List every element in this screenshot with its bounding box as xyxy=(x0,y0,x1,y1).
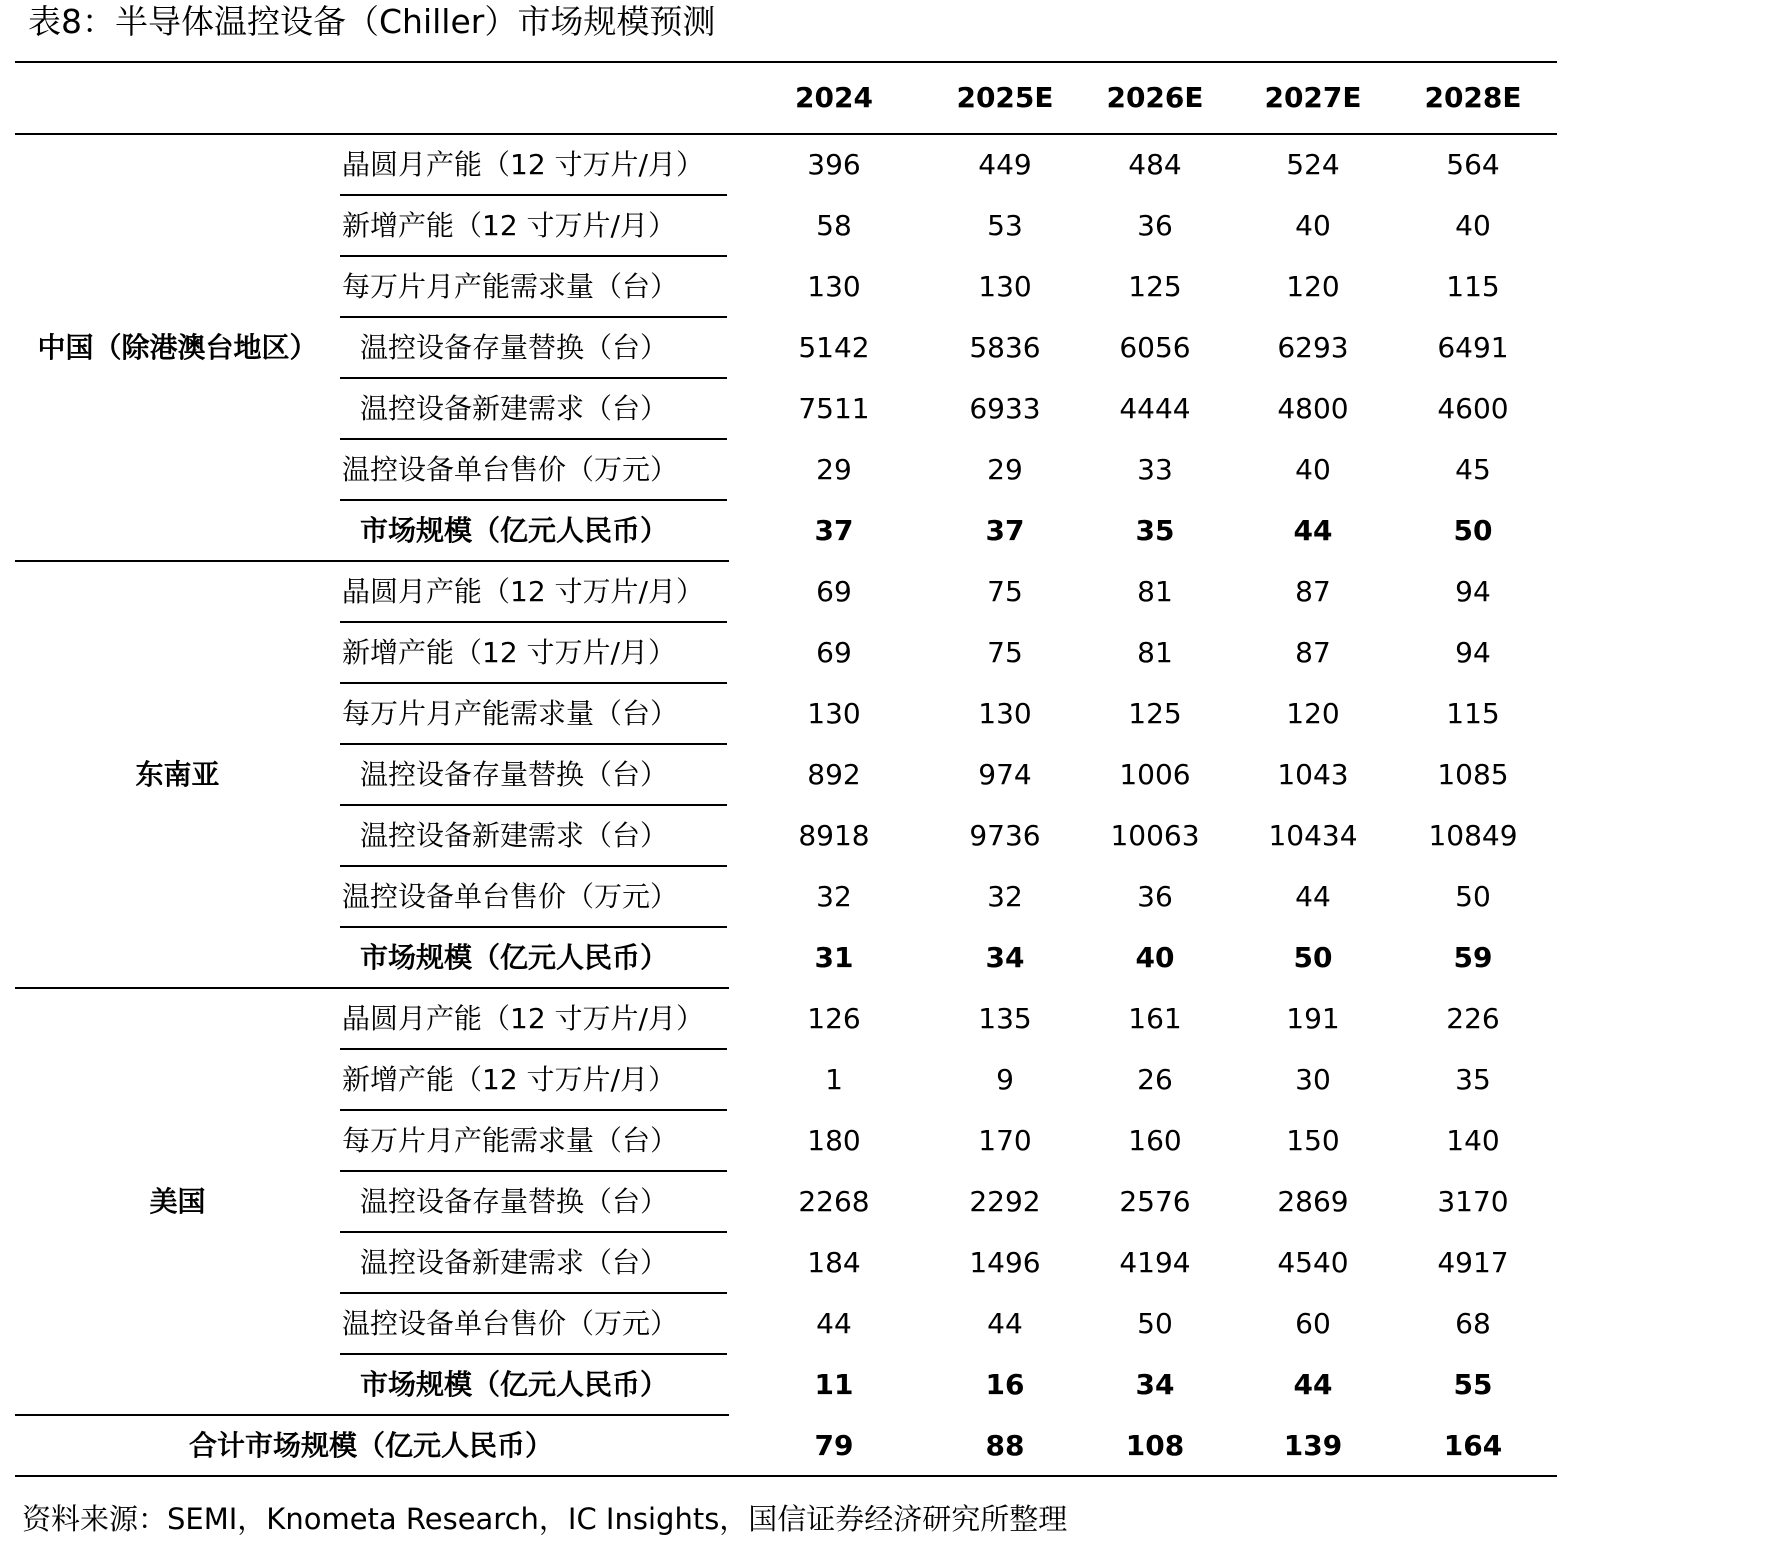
value-cell: 4444 xyxy=(1119,392,1191,425)
value-cell: 125 xyxy=(1128,270,1182,303)
value-cell: 484 xyxy=(1128,148,1182,181)
value-cell: 130 xyxy=(978,270,1032,303)
value-cell: 81 xyxy=(1137,636,1173,669)
row-label: 温控设备存量替换（台） xyxy=(360,758,669,791)
value-cell: 68 xyxy=(1455,1307,1491,1340)
value-cell: 59 xyxy=(1453,941,1493,974)
value-cell: 184 xyxy=(807,1246,861,1279)
total-value: 139 xyxy=(1283,1429,1343,1462)
value-cell: 135 xyxy=(978,1002,1032,1035)
value-cell: 55 xyxy=(1453,1368,1493,1401)
row-label: 每万片月产能需求量（台） xyxy=(342,697,679,730)
value-cell: 130 xyxy=(978,697,1032,730)
value-cell: 10063 xyxy=(1110,819,1200,852)
value-cell: 94 xyxy=(1455,575,1491,608)
value-cell: 34 xyxy=(985,941,1025,974)
value-cell: 50 xyxy=(1137,1307,1173,1340)
value-cell: 161 xyxy=(1128,1002,1182,1035)
value-cell: 16 xyxy=(985,1368,1025,1401)
year-header: 2027E xyxy=(1264,81,1362,114)
value-cell: 126 xyxy=(807,1002,861,1035)
value-cell: 6293 xyxy=(1277,331,1349,364)
value-cell: 40 xyxy=(1135,941,1175,974)
row-label: 每万片月产能需求量（台） xyxy=(342,1124,679,1157)
region-label: 美国 xyxy=(149,1185,206,1218)
year-header: 2028E xyxy=(1424,81,1522,114)
row-label: 温控设备新建需求（台） xyxy=(360,819,669,852)
value-cell: 69 xyxy=(816,575,852,608)
region-label: 中国（除港澳台地区） xyxy=(37,331,318,364)
value-cell: 50 xyxy=(1455,880,1491,913)
value-cell: 10849 xyxy=(1428,819,1518,852)
value-cell: 40 xyxy=(1295,453,1331,486)
value-cell: 4917 xyxy=(1437,1246,1509,1279)
value-cell: 4600 xyxy=(1437,392,1509,425)
value-cell: 40 xyxy=(1295,209,1331,242)
value-cell: 81 xyxy=(1137,575,1173,608)
value-cell: 1 xyxy=(825,1063,843,1096)
value-cell: 1043 xyxy=(1277,758,1349,791)
value-cell: 94 xyxy=(1455,636,1491,669)
table-title: 表8：半导体温控设备（Chiller）市场规模预测 xyxy=(28,2,716,41)
value-cell: 2292 xyxy=(969,1185,1041,1218)
row-label: 新增产能（12 寸万片/月） xyxy=(342,636,676,669)
row-label: 温控设备新建需求（台） xyxy=(360,1246,669,1279)
value-cell: 26 xyxy=(1137,1063,1173,1096)
row-label: 每万片月产能需求量（台） xyxy=(342,270,679,303)
value-cell: 44 xyxy=(1293,514,1333,547)
value-cell: 36 xyxy=(1137,880,1173,913)
value-cell: 9 xyxy=(996,1063,1014,1096)
year-header: 2024 xyxy=(795,81,873,114)
value-cell: 69 xyxy=(816,636,852,669)
value-cell: 1496 xyxy=(969,1246,1041,1279)
row-label: 市场规模（亿元人民币） xyxy=(360,1368,669,1401)
value-cell: 5836 xyxy=(969,331,1041,364)
value-cell: 29 xyxy=(987,453,1023,486)
total-value: 79 xyxy=(814,1429,854,1462)
value-cell: 130 xyxy=(807,270,861,303)
value-cell: 5142 xyxy=(798,331,870,364)
value-cell: 45 xyxy=(1455,453,1491,486)
row-label: 新增产能（12 寸万片/月） xyxy=(342,209,676,242)
row-label: 市场规模（亿元人民币） xyxy=(360,514,669,547)
value-cell: 120 xyxy=(1286,697,1340,730)
value-cell: 6056 xyxy=(1119,331,1191,364)
row-label: 晶圆月产能（12 寸万片/月） xyxy=(342,1002,704,1035)
value-cell: 31 xyxy=(814,941,854,974)
row-label: 温控设备单台售价（万元） xyxy=(342,453,679,486)
value-cell: 32 xyxy=(987,880,1023,913)
value-cell: 115 xyxy=(1446,697,1500,730)
value-cell: 50 xyxy=(1453,514,1493,547)
value-cell: 44 xyxy=(987,1307,1023,1340)
value-cell: 2869 xyxy=(1277,1185,1349,1218)
value-cell: 524 xyxy=(1286,148,1340,181)
year-header: 2026E xyxy=(1106,81,1204,114)
value-cell: 1085 xyxy=(1437,758,1509,791)
value-cell: 32 xyxy=(816,880,852,913)
value-cell: 2268 xyxy=(798,1185,870,1218)
row-label: 新增产能（12 寸万片/月） xyxy=(342,1063,676,1096)
row-label: 晶圆月产能（12 寸万片/月） xyxy=(342,148,704,181)
value-cell: 4800 xyxy=(1277,392,1349,425)
region-label: 东南亚 xyxy=(135,758,220,791)
value-cell: 1006 xyxy=(1119,758,1191,791)
top-rule xyxy=(15,61,1557,63)
value-cell: 87 xyxy=(1295,575,1331,608)
total-label: 合计市场规模（亿元人民币） xyxy=(188,1429,553,1462)
value-cell: 7511 xyxy=(798,392,870,425)
total-value: 164 xyxy=(1443,1429,1503,1462)
value-cell: 37 xyxy=(814,514,854,547)
value-cell: 226 xyxy=(1446,1002,1500,1035)
value-cell: 150 xyxy=(1286,1124,1340,1157)
value-cell: 53 xyxy=(987,209,1023,242)
value-cell: 11 xyxy=(814,1368,854,1401)
value-cell: 140 xyxy=(1446,1124,1500,1157)
value-cell: 58 xyxy=(816,209,852,242)
value-cell: 180 xyxy=(807,1124,861,1157)
value-cell: 8918 xyxy=(798,819,870,852)
value-cell: 120 xyxy=(1286,270,1340,303)
value-cell: 191 xyxy=(1286,1002,1340,1035)
value-cell: 50 xyxy=(1293,941,1333,974)
total-value: 88 xyxy=(985,1429,1025,1462)
source-note: 资料来源：SEMI，Knometa Research，IC Insights，国信证券经济研究所整理 xyxy=(22,1502,1068,1536)
row-label: 温控设备单台售价（万元） xyxy=(342,880,679,913)
value-cell: 4540 xyxy=(1277,1246,1349,1279)
value-cell: 44 xyxy=(816,1307,852,1340)
row-label: 温控设备新建需求（台） xyxy=(360,392,669,425)
value-cell: 35 xyxy=(1455,1063,1491,1096)
value-cell: 160 xyxy=(1128,1124,1182,1157)
value-cell: 449 xyxy=(978,148,1032,181)
row-label: 温控设备单台售价（万元） xyxy=(342,1307,679,1340)
row-label: 市场规模（亿元人民币） xyxy=(360,941,669,974)
value-cell: 29 xyxy=(816,453,852,486)
value-cell: 10434 xyxy=(1268,819,1358,852)
value-cell: 974 xyxy=(978,758,1032,791)
value-cell: 34 xyxy=(1135,1368,1175,1401)
value-cell: 564 xyxy=(1446,148,1500,181)
value-cell: 44 xyxy=(1293,1368,1333,1401)
value-cell: 35 xyxy=(1135,514,1175,547)
value-cell: 36 xyxy=(1137,209,1173,242)
value-cell: 44 xyxy=(1295,880,1331,913)
value-cell: 30 xyxy=(1295,1063,1331,1096)
value-cell: 75 xyxy=(987,636,1023,669)
total-value: 108 xyxy=(1125,1429,1185,1462)
row-label: 温控设备存量替换（台） xyxy=(360,331,669,364)
value-cell: 75 xyxy=(987,575,1023,608)
value-cell: 6933 xyxy=(969,392,1041,425)
value-cell: 6491 xyxy=(1437,331,1509,364)
value-cell: 2576 xyxy=(1119,1185,1191,1218)
value-cell: 4194 xyxy=(1119,1246,1191,1279)
value-cell: 3170 xyxy=(1437,1185,1509,1218)
row-label: 温控设备存量替换（台） xyxy=(360,1185,669,1218)
year-header: 2025E xyxy=(956,81,1054,114)
value-cell: 130 xyxy=(807,697,861,730)
value-cell: 40 xyxy=(1455,209,1491,242)
value-cell: 87 xyxy=(1295,636,1331,669)
value-cell: 125 xyxy=(1128,697,1182,730)
value-cell: 37 xyxy=(985,514,1025,547)
value-cell: 170 xyxy=(978,1124,1032,1157)
value-cell: 9736 xyxy=(969,819,1041,852)
value-cell: 60 xyxy=(1295,1307,1331,1340)
bottom-rule xyxy=(15,1475,1557,1477)
row-label: 晶圆月产能（12 寸万片/月） xyxy=(342,575,704,608)
value-cell: 115 xyxy=(1446,270,1500,303)
value-cell: 396 xyxy=(807,148,861,181)
value-cell: 33 xyxy=(1137,453,1173,486)
value-cell: 892 xyxy=(807,758,861,791)
